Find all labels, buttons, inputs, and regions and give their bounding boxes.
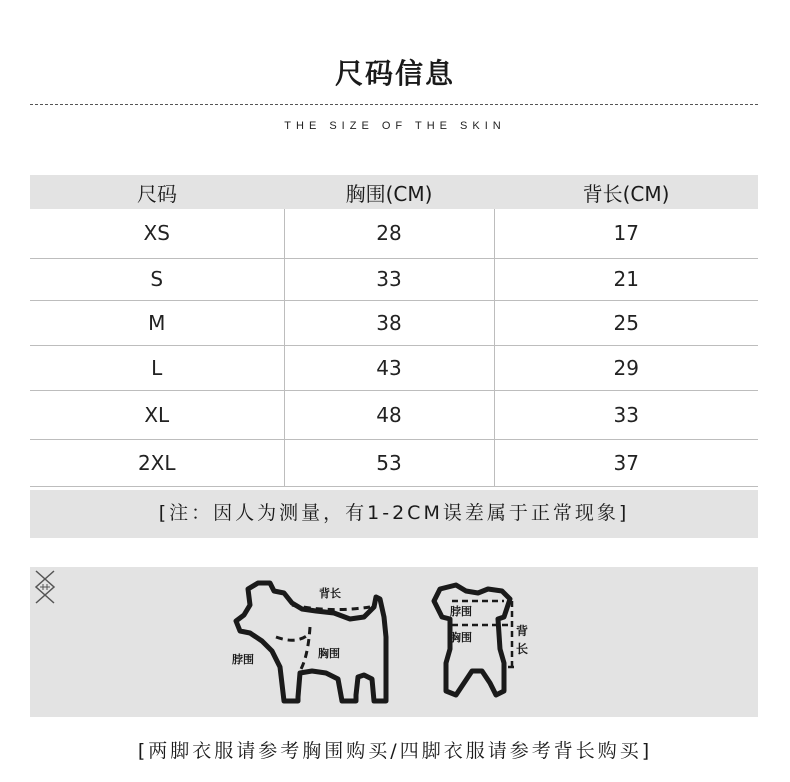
cell-chest: 38 — [284, 300, 494, 345]
cell-chest: 48 — [284, 390, 494, 439]
garment-label-back-bottom: 长 — [516, 642, 529, 656]
table-row — [30, 300, 758, 345]
dashed-divider — [30, 104, 758, 105]
cell-back-length: 21 — [494, 258, 758, 300]
table-header-row — [30, 175, 758, 209]
table-row — [30, 345, 758, 390]
cell-chest: 28 — [284, 209, 494, 258]
page-subtitle: THE SIZE OF THE SKIN — [284, 120, 506, 132]
garment-label-back-top: 背 — [516, 624, 529, 638]
column-header-chest: 胸围(CM) — [284, 175, 494, 209]
dog-outline-icon — [236, 583, 386, 701]
chevron-right-icon — [30, 567, 60, 607]
cell-back-length: 37 — [494, 439, 758, 486]
illustration-svg — [30, 567, 758, 717]
table-row — [30, 390, 758, 439]
cell-size: XS — [30, 209, 284, 258]
cell-back-length: 33 — [494, 390, 758, 439]
dog-label-neck: 脖围 — [232, 653, 254, 666]
size-table — [30, 175, 758, 487]
table-row — [30, 209, 758, 258]
cell-size: L — [30, 345, 284, 390]
page-title: 尺码信息 — [334, 57, 455, 90]
garment-label-chest: 胸围 — [450, 631, 472, 644]
cell-chest: 33 — [284, 258, 494, 300]
cell-back-length: 17 — [494, 209, 758, 258]
cell-back-length: 25 — [494, 300, 758, 345]
cell-size: 2XL — [30, 439, 284, 486]
dog-label-back: 背长 — [319, 587, 341, 600]
column-header-size: 尺码 — [30, 175, 284, 209]
measurement-note: [注：因人为测量，有1-2CM误差属于正常现象] — [30, 490, 758, 538]
cell-back-length: 29 — [494, 345, 758, 390]
cell-size: S — [30, 258, 284, 300]
measurement-illustration — [30, 567, 758, 717]
table-row — [30, 439, 758, 486]
dog-label-chest: 胸围 — [318, 647, 340, 660]
cell-chest: 53 — [284, 439, 494, 486]
cell-chest: 43 — [284, 345, 494, 390]
column-header-back-length: 背长(CM) — [494, 175, 758, 209]
table-row — [30, 258, 758, 300]
cell-size: M — [30, 300, 284, 345]
purchase-guide-text: [两脚衣服请参考胸围购买/四脚衣服请参考背长购买] — [137, 740, 653, 762]
dog-measure-lines — [276, 605, 370, 671]
garment-label-neck: 脖围 — [450, 605, 472, 618]
cell-size: XL — [30, 390, 284, 439]
